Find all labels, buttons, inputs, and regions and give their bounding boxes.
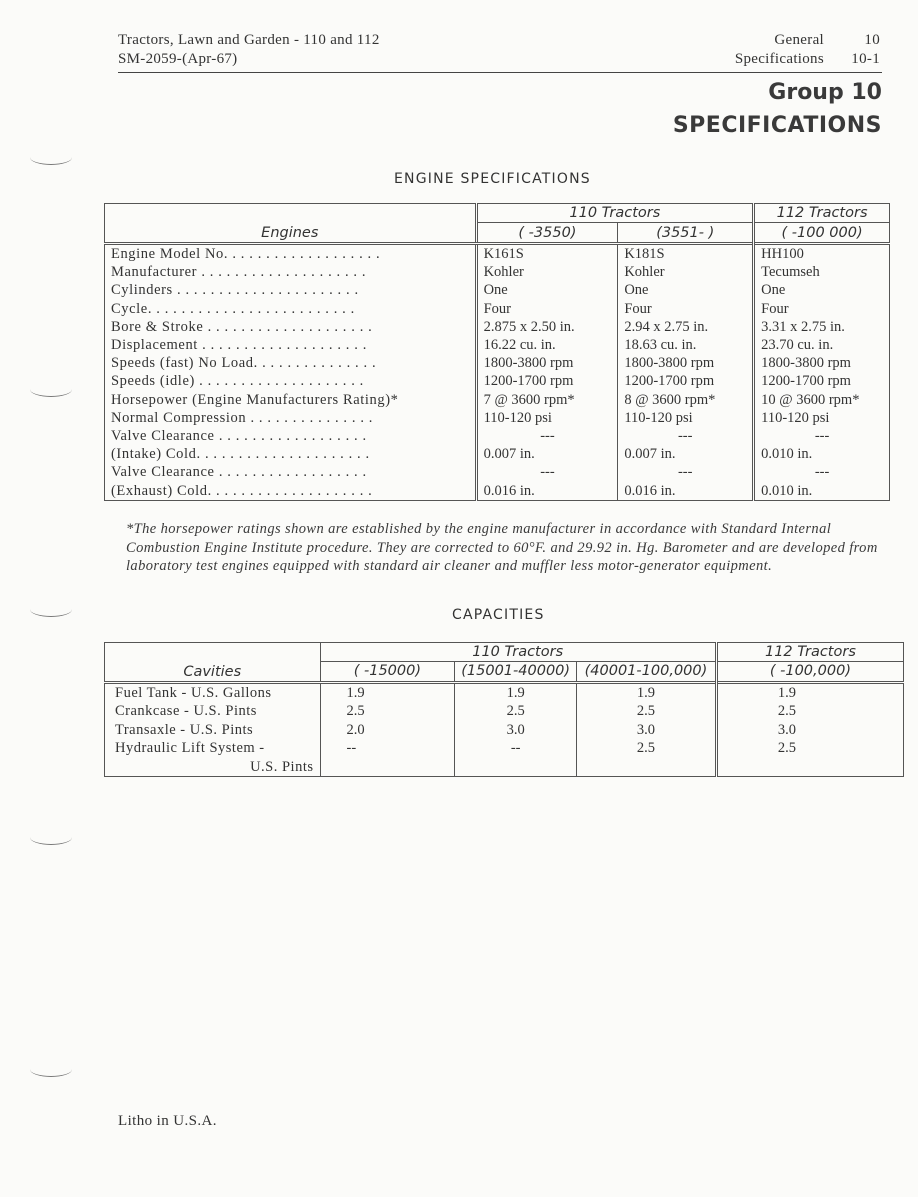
punch-hole-mark bbox=[30, 382, 72, 397]
capacity-value-110-a: 2.5 bbox=[320, 702, 455, 721]
engine-spec-row bbox=[105, 354, 890, 372]
spec-label: Speeds (idle) . . . . . . . . . . . . . . . . . . . . bbox=[111, 373, 364, 390]
spec-value-110-late: 1800-3800 rpm bbox=[618, 354, 754, 372]
spec-value-112: --- bbox=[754, 427, 890, 445]
horsepower-footnote: *The horsepower ratings shown are established by the engine manufacturer in accordance with Standard Internal Combustion Engine Institute procedure. They are corrected to 60°F. and 29.92 in. Hg. Barometer and are developed from laboratory test engines equipped with standard air cleaner and muffler less motor-generator equipment. bbox=[126, 521, 878, 574]
engine-spec-row bbox=[105, 372, 890, 390]
spec-value-112: One bbox=[754, 281, 890, 299]
spec-value-110-early: 16.22 cu. in. bbox=[476, 336, 618, 354]
header-rule bbox=[118, 72, 882, 73]
spec-label: Horsepower (Engine Manufacturers Rating)* bbox=[111, 391, 399, 408]
spec-value-110-late: 0.007 in. bbox=[618, 445, 754, 463]
spec-value-112: 10 @ 3600 rpm* bbox=[754, 391, 890, 409]
serial-range-b: (3551- ) bbox=[618, 223, 754, 244]
spec-label: Displacement . . . . . . . . . . . . . . . . . . . . bbox=[111, 337, 367, 354]
spec-label: Engine Model No. . . . . . . . . . . . . . . . . . . bbox=[111, 246, 381, 263]
spec-label: Fuel Tank - U.S. Gallons bbox=[115, 684, 272, 701]
serial-range-c: ( -100 000) bbox=[754, 223, 890, 244]
spec-value-110-early: Kohler bbox=[476, 263, 618, 281]
capacity-value-110-b: 2.5 bbox=[455, 702, 577, 721]
cap-serial-a: ( -15000) bbox=[320, 662, 455, 683]
spec-value-110-early: 1200-1700 rpm bbox=[476, 372, 618, 390]
engines-col-header: Engines bbox=[105, 204, 477, 244]
spec-value-112: 3.31 x 2.75 in. bbox=[754, 318, 890, 336]
spec-value-110-late: --- bbox=[618, 463, 754, 481]
spec-value-110-early: 0.016 in. bbox=[476, 481, 618, 500]
spec-label: Valve Clearance . . . . . . . . . . . . . . . . . . bbox=[111, 427, 367, 444]
spec-value-110-early: --- bbox=[476, 427, 618, 445]
section-label: General bbox=[774, 32, 824, 48]
capacity-value-110-b: 3.0 bbox=[455, 721, 577, 740]
spec-label: (Intake) Cold. . . . . . . . . . . . . . . . . . . . . bbox=[111, 446, 370, 463]
engine-specs-table bbox=[104, 203, 890, 501]
engine-spec-row bbox=[105, 336, 890, 354]
spec-value-110-late: Kohler bbox=[618, 263, 754, 281]
capacity-value-110-b: -- bbox=[455, 739, 577, 758]
spec-value-110-early: 0.007 in. bbox=[476, 445, 618, 463]
spec-value-112: 1800-3800 rpm bbox=[754, 354, 890, 372]
capacities-title: CAPACITIES bbox=[452, 607, 545, 623]
capacity-value-110-c: 2.5 bbox=[577, 702, 717, 721]
cap-group-112-header: 112 Tractors bbox=[716, 643, 903, 662]
spec-value-110-early: K161S bbox=[476, 244, 618, 264]
spec-value-110-early: 7 @ 3600 rpm* bbox=[476, 391, 618, 409]
spec-value-110-late: 1200-1700 rpm bbox=[618, 372, 754, 390]
spec-value-112: 23.70 cu. in. bbox=[754, 336, 890, 354]
capacity-value-112: 1.9 bbox=[716, 682, 903, 702]
section-number: 10 bbox=[864, 32, 880, 48]
engine-spec-row bbox=[105, 281, 890, 299]
spec-value-112: Tecumseh bbox=[754, 263, 890, 281]
subsection-label: Specifications bbox=[734, 51, 824, 67]
spec-value-110-early: One bbox=[476, 281, 618, 299]
spec-value-110-early: 110-120 psi bbox=[476, 409, 618, 427]
engine-spec-row bbox=[105, 409, 890, 427]
punch-hole-mark bbox=[30, 830, 72, 845]
cap-serial-b: (15001-40000) bbox=[455, 662, 577, 683]
punch-hole-mark bbox=[30, 150, 72, 165]
spec-value-112: HH100 bbox=[754, 244, 890, 264]
engine-spec-row bbox=[105, 391, 890, 409]
cavities-col-header: Cavities bbox=[105, 643, 321, 683]
subsection-number: 10-1 bbox=[851, 51, 880, 67]
spec-value-112: Four bbox=[754, 300, 890, 318]
spec-value-112: 1200-1700 rpm bbox=[754, 372, 890, 390]
capacity-value-112: 2.5 bbox=[716, 702, 903, 721]
capacity-value-112: 2.5 bbox=[716, 739, 903, 758]
spec-label: Valve Clearance . . . . . . . . . . . . . . . . . . bbox=[111, 464, 367, 481]
spec-value-110-early: Four bbox=[476, 300, 618, 318]
spec-value-112: 0.010 in. bbox=[754, 481, 890, 500]
spec-label: Hydraulic Lift System - bbox=[115, 740, 265, 757]
capacity-value-112 bbox=[716, 758, 903, 777]
capacity-row bbox=[105, 758, 904, 777]
spec-value-110-late: 2.94 x 2.75 in. bbox=[618, 318, 754, 336]
spec-value-110-late: Four bbox=[618, 300, 754, 318]
spec-value-112: 110-120 psi bbox=[754, 409, 890, 427]
spec-value-110-late: 18.63 cu. in. bbox=[618, 336, 754, 354]
punch-hole-mark bbox=[30, 1062, 72, 1077]
capacity-value-110-a: 2.0 bbox=[320, 721, 455, 740]
capacity-value-110-a bbox=[320, 758, 455, 777]
engine-spec-row bbox=[105, 427, 890, 445]
spec-label: Normal Compression . . . . . . . . . . . . . . . bbox=[111, 409, 373, 426]
spec-value-110-early: --- bbox=[476, 463, 618, 481]
spec-value-110-early: 1800-3800 rpm bbox=[476, 354, 618, 372]
spec-value-112: 0.010 in. bbox=[754, 445, 890, 463]
spec-label: (Exhaust) Cold. . . . . . . . . . . . . . . . . . . . bbox=[111, 482, 373, 499]
cap-serial-c: (40001-100,000) bbox=[577, 662, 717, 683]
spec-label: U.S. Pints bbox=[250, 758, 314, 775]
capacity-value-110-a: -- bbox=[320, 739, 455, 758]
spec-value-110-late: --- bbox=[618, 427, 754, 445]
manual-title-line2: SM-2059-(Apr-67) bbox=[118, 51, 238, 67]
engine-spec-row bbox=[105, 463, 890, 481]
manual-title-line1: Tractors, Lawn and Garden - 110 and 112 bbox=[118, 32, 380, 48]
capacities-table bbox=[104, 642, 904, 777]
page-title: SPECIFICATIONS bbox=[672, 113, 882, 138]
capacity-value-110-c bbox=[577, 758, 717, 777]
engine-spec-row bbox=[105, 318, 890, 336]
group-112-header: 112 Tractors bbox=[754, 204, 890, 223]
spec-value-110-early: 2.875 x 2.50 in. bbox=[476, 318, 618, 336]
spec-value-110-late: One bbox=[618, 281, 754, 299]
spec-label: Transaxle - U.S. Pints bbox=[115, 721, 254, 738]
group-110-header: 110 Tractors bbox=[476, 204, 754, 223]
cap-serial-d: ( -100,000) bbox=[716, 662, 903, 683]
group-title: Group 10 bbox=[768, 80, 882, 105]
spec-label: Cylinders . . . . . . . . . . . . . . . . . . . . . . bbox=[111, 282, 359, 299]
engine-spec-row bbox=[105, 481, 890, 500]
capacity-value-112: 3.0 bbox=[716, 721, 903, 740]
capacity-row bbox=[105, 721, 904, 740]
spec-value-110-late: 0.016 in. bbox=[618, 481, 754, 500]
spec-label: Manufacturer . . . . . . . . . . . . . . . . . . . . bbox=[111, 264, 367, 281]
capacity-row bbox=[105, 682, 904, 702]
capacity-row bbox=[105, 739, 904, 758]
capacity-value-110-c: 3.0 bbox=[577, 721, 717, 740]
capacity-value-110-b bbox=[455, 758, 577, 777]
spec-value-112: --- bbox=[754, 463, 890, 481]
capacity-value-110-b: 1.9 bbox=[455, 682, 577, 702]
punch-hole-mark bbox=[30, 602, 72, 617]
engine-specs-title: ENGINE SPECIFICATIONS bbox=[394, 171, 591, 187]
capacity-row bbox=[105, 702, 904, 721]
section-reference bbox=[735, 31, 880, 69]
spec-label: Cycle. . . . . . . . . . . . . . . . . . . . . . . . . bbox=[111, 300, 355, 317]
spec-value-110-late: 8 @ 3600 rpm* bbox=[618, 391, 754, 409]
engine-spec-row bbox=[105, 300, 890, 318]
manual-title bbox=[118, 31, 380, 69]
spec-label: Speeds (fast) No Load. . . . . . . . . . . . . . . bbox=[111, 355, 377, 372]
cap-group-110-header: 110 Tractors bbox=[320, 643, 716, 662]
engine-spec-row bbox=[105, 244, 890, 264]
spec-label: Bore & Stroke . . . . . . . . . . . . . . . . . . . . bbox=[111, 318, 373, 335]
capacity-value-110-c: 2.5 bbox=[577, 739, 717, 758]
spec-value-110-late: K181S bbox=[618, 244, 754, 264]
serial-range-a: ( -3550) bbox=[476, 223, 618, 244]
spec-label: Crankcase - U.S. Pints bbox=[115, 703, 257, 720]
capacity-value-110-c: 1.9 bbox=[577, 682, 717, 702]
footer-imprint: Litho in U.S.A. bbox=[118, 1113, 217, 1129]
capacity-value-110-a: 1.9 bbox=[320, 682, 455, 702]
spec-value-110-late: 110-120 psi bbox=[618, 409, 754, 427]
engine-spec-row bbox=[105, 445, 890, 463]
engine-spec-row bbox=[105, 263, 890, 281]
